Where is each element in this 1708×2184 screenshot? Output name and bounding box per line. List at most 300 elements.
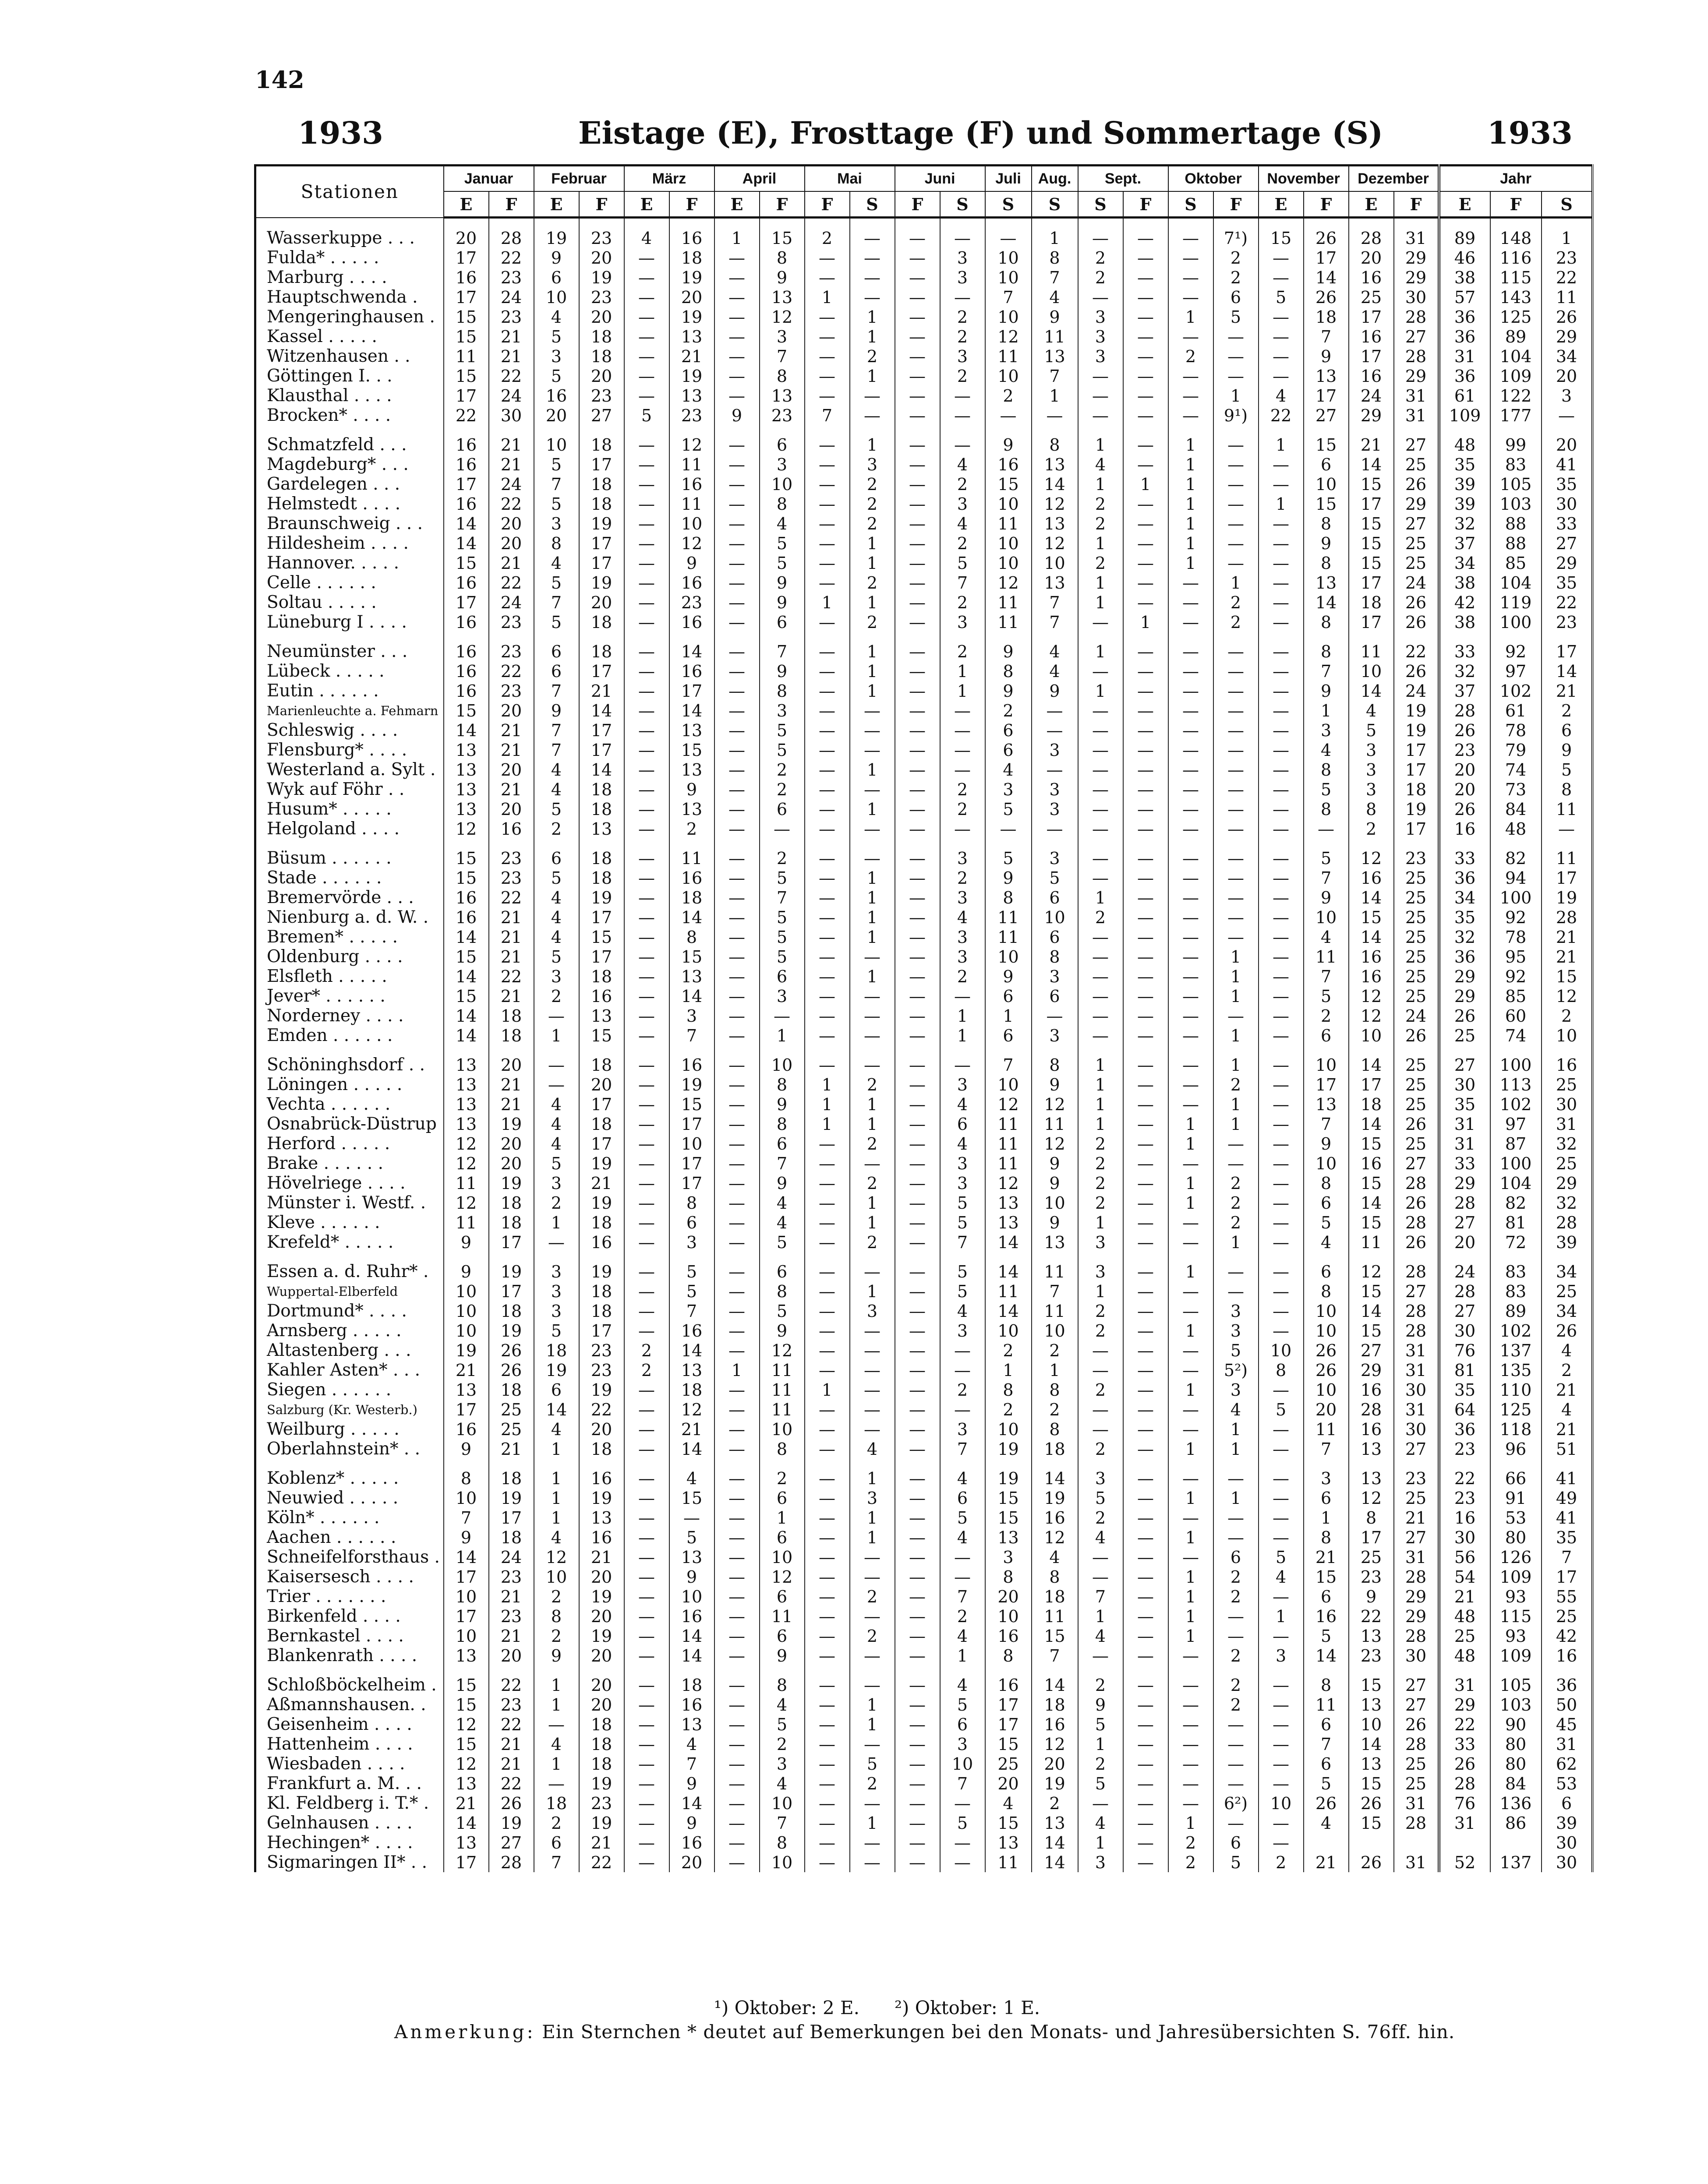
table-cell: — [714,1154,760,1173]
table-cell: — [1168,799,1213,819]
table-cell: 13 [985,1833,1032,1852]
table-cell: 105 [1490,1675,1542,1695]
table-cell: 32 [1542,1134,1593,1154]
table-cell: 1 [850,1193,895,1213]
table-cell: — [624,248,669,268]
frost-days-table [254,164,1594,1872]
table-cell: — [624,435,669,455]
table-cell: 12 [760,1567,805,1587]
table-cell: 6 [1304,1488,1349,1508]
table-cell: 23 [489,1695,534,1715]
table-cell: 102 [1490,1321,1542,1341]
table-cell: — [1168,868,1213,888]
table-cell: 12 [444,1134,489,1154]
table-row [255,1695,1593,1715]
table-cell: 23 [489,307,534,327]
table-cell: 2 [1304,1006,1349,1026]
table-cell: — [895,248,940,268]
table-cell: 9 [1304,888,1349,907]
table-cell: 12 [985,1173,1032,1193]
table-cell: 13 [1349,1468,1394,1488]
table-row [255,1114,1593,1134]
table-cell: — [1259,514,1304,533]
table-cell: 48 [1490,819,1542,839]
table-cell: 19 [1032,1488,1078,1508]
table-cell: 20 [579,1606,624,1626]
table-cell: 41 [1542,455,1593,474]
table-cell: 4 [940,1134,985,1154]
table-cell: 2 [1032,1400,1078,1419]
table-cell: — [534,1055,579,1075]
table-cell: — [1168,406,1213,425]
table-cell: 6 [534,268,579,287]
table-cell: 25 [489,1400,534,1419]
table-cell: 25 [1542,1154,1593,1173]
table-cell: 12 [1032,1734,1078,1754]
table-cell: 21 [489,986,534,1006]
table-cell: 1 [1304,701,1349,720]
station-name: Emden . . . . . . [255,1026,444,1045]
table-cell: 11 [1032,1606,1078,1626]
table-cell: 104 [1490,1173,1542,1193]
table-cell: — [624,1173,669,1193]
table-cell: — [805,1360,850,1380]
table-cell: — [669,1508,714,1528]
table-cell: 39 [1439,474,1490,494]
table-cell: 8 [669,1193,714,1213]
table-cell: — [1259,947,1304,967]
table-cell: 14 [1349,1114,1394,1134]
table-cell: 2 [985,386,1032,406]
table-cell: — [1123,1528,1168,1547]
table-cell: 26 [1439,720,1490,740]
table-cell: 28 [489,228,534,248]
table-cell: — [624,848,669,868]
table-cell: 7 [1304,1114,1349,1134]
table-cell: 16 [1439,819,1490,839]
table-cell: 11 [760,1380,805,1400]
table-cell: 21 [669,346,714,366]
table-row [255,740,1593,760]
table-cell: 72 [1490,1232,1542,1252]
table-cell: 17 [1349,494,1394,514]
table-cell: 4 [985,760,1032,780]
table-cell: 6 [534,661,579,681]
table-cell: 1 [805,1094,850,1114]
table-cell: — [850,1400,895,1419]
table-cell: 9 [1032,1075,1078,1094]
station-name: Husum* . . . . . [255,799,444,819]
table-cell: — [714,1813,760,1833]
table-cell: 6 [940,1488,985,1508]
table-cell: 15 [579,927,624,947]
table-cell: — [805,760,850,780]
table-cell: 11 [760,1360,805,1380]
table-cell: — [1213,1134,1259,1154]
table-cell: 10 [669,1134,714,1154]
table-cell: 5 [1259,1547,1304,1567]
table-cell: — [895,573,940,593]
table-cell: 7 [534,593,579,612]
table-cell: 23 [489,681,534,701]
table-cell: 22 [489,494,534,514]
table-cell: 15 [985,474,1032,494]
table-cell: 21 [1304,1547,1349,1567]
group-spacer [255,839,1593,848]
table-cell: 4 [534,1094,579,1114]
table-cell: 135 [1490,1360,1542,1380]
table-cell: 2 [985,1341,1032,1360]
table-cell: 5 [940,1508,985,1528]
table-cell: 29 [1394,366,1439,386]
table-cell: 41 [1542,1508,1593,1528]
table-cell: 23 [1394,1468,1439,1488]
table-cell: 9 [985,435,1032,455]
table-cell: — [895,986,940,1006]
table-cell: 7 [985,287,1032,307]
table-cell: 2 [940,799,985,819]
table-cell: 9 [985,967,1032,986]
table-cell: 16 [669,1695,714,1715]
table-cell: 5²) [1213,1360,1259,1380]
table-cell: 28 [1394,1567,1439,1587]
station-name: Gardelegen . . . [255,474,444,494]
table-cell: 12 [985,573,1032,593]
table-cell: 18 [1032,1587,1078,1606]
table-cell: 31 [1439,1114,1490,1134]
table-cell: 11 [760,1606,805,1626]
table-cell: 17 [985,1695,1032,1715]
table-cell: — [1123,593,1168,612]
table-cell: — [624,1606,669,1626]
table-row [255,1360,1593,1380]
table-cell: — [895,799,940,819]
table-cell: 2 [850,1232,895,1252]
table-cell: 16 [1032,1508,1078,1528]
table-cell: 10 [985,268,1032,287]
table-cell: 28 [1394,307,1439,327]
table-cell: 148 [1490,228,1542,248]
table-row [255,553,1593,573]
table-cell: 20 [985,1774,1032,1793]
table-cell: 2 [985,1400,1032,1419]
table-cell: 1 [805,287,850,307]
table-cell: 48 [1439,1606,1490,1626]
table-cell: — [895,1734,940,1754]
table-cell: 13 [669,386,714,406]
table-cell: — [1078,986,1123,1006]
station-name: Koblenz* . . . . . [255,1468,444,1488]
table-cell: — [1213,494,1259,514]
table-cell: 6²) [1213,1793,1259,1813]
table-cell: — [714,986,760,1006]
table-cell: 2 [850,1173,895,1193]
table-cell: 17 [489,1508,534,1528]
table-cell: — [1123,1567,1168,1587]
table-cell: 10 [1349,1715,1394,1734]
table-cell: — [1259,593,1304,612]
table-cell: — [1168,327,1213,346]
table-cell: 21 [1542,681,1593,701]
table-row [255,327,1593,346]
table-cell: — [805,1134,850,1154]
table-cell: 53 [1490,1508,1542,1528]
table-cell: 6 [1213,1833,1259,1852]
table-cell: 17 [1349,612,1394,632]
table-cell: 7¹) [1213,228,1259,248]
table-cell: 3 [760,327,805,346]
table-cell: 36 [1439,947,1490,967]
table-cell: — [895,819,940,839]
sub-header: S [940,191,985,218]
table-cell: — [1213,1715,1259,1734]
table-cell: 7 [985,1055,1032,1075]
table-cell: 76 [1439,1793,1490,1813]
table-cell: 14 [444,514,489,533]
table-cell: 2 [1213,593,1259,612]
table-cell: 14 [669,642,714,661]
table-cell: 25 [1394,1488,1439,1508]
table-cell: 4 [760,1774,805,1793]
table-cell: — [1168,1646,1213,1665]
table-cell: 6 [940,1715,985,1734]
table-cell: 5 [1078,1774,1123,1793]
table-row [255,1675,1593,1695]
table-cell: 1 [1213,947,1259,967]
table-cell: — [1259,1262,1304,1281]
table-cell: — [805,1793,850,1813]
table-cell: 15 [444,848,489,868]
table-cell: — [805,848,850,868]
table-cell: 3 [940,1321,985,1341]
table-cell: — [850,986,895,1006]
table-cell: 20 [1032,1754,1078,1774]
table-cell: 17 [444,474,489,494]
month-header: Jahr [1439,166,1593,192]
table-cell: — [624,1852,669,1872]
table-cell: 7 [1304,967,1349,986]
table-cell: — [1213,455,1259,474]
table-cell: 5 [760,720,805,740]
table-cell: 1 [1304,1508,1349,1528]
sub-header: E [1439,191,1490,218]
table-cell: 27 [1394,327,1439,346]
table-cell: 23 [1439,1488,1490,1508]
table-cell: 29 [1394,268,1439,287]
table-cell: — [1259,799,1304,819]
table-cell: 10 [1304,1055,1349,1075]
table-cell: 3 [940,888,985,907]
table-cell: 10 [1304,1154,1349,1173]
table-cell: — [1168,593,1213,612]
table-cell: 1 [1168,435,1213,455]
table-cell: — [805,642,850,661]
table-cell: 10 [444,1301,489,1321]
table-cell: — [624,1213,669,1232]
table-cell: 2 [1213,1675,1259,1695]
table-cell: — [895,661,940,681]
table-cell: 10 [1304,1301,1349,1321]
table-cell: — [1123,268,1168,287]
table-cell: 3 [1213,1380,1259,1400]
table-cell: 29 [1439,967,1490,986]
table-cell: 1 [805,1075,850,1094]
table-cell: 26 [1304,1793,1349,1813]
table-row [255,1213,1593,1232]
table-row [255,1419,1593,1439]
table-cell: — [624,1774,669,1793]
table-cell: 100 [1490,1154,1542,1173]
table-cell: 19 [489,1321,534,1341]
table-cell: 23 [1542,248,1593,268]
table-cell: — [805,780,850,799]
table-cell: — [1259,1173,1304,1193]
table-cell: — [624,1626,669,1646]
table-cell: — [1259,533,1304,553]
table-cell: 2 [1078,514,1123,533]
table-cell: — [714,888,760,907]
table-cell: 19 [579,268,624,287]
table-cell: 17 [579,740,624,760]
table-cell: — [1123,386,1168,406]
table-cell: 18 [534,1793,579,1813]
table-cell: 18 [579,799,624,819]
table-cell: — [624,1075,669,1094]
table-cell: — [1123,1094,1168,1114]
table-cell: 1 [1168,494,1213,514]
table-cell: 5 [1304,1774,1349,1793]
table-cell: 1 [534,1754,579,1774]
table-cell: 5 [624,406,669,425]
table-cell: 10 [760,1055,805,1075]
table-cell: 1 [714,228,760,248]
table-cell: — [1123,1852,1168,1872]
table-row [255,1606,1593,1626]
table-cell: — [1123,1587,1168,1606]
table-cell: — [895,1528,940,1547]
table-cell: 52 [1439,1852,1490,1872]
table-cell: 10 [1032,553,1078,573]
table-cell: 8 [1304,553,1349,573]
table-cell: 87 [1490,1134,1542,1154]
table-cell: 10 [985,1606,1032,1626]
table-cell: 1 [1078,435,1123,455]
table-cell: 25 [1394,1134,1439,1154]
table-cell: 53 [1542,1774,1593,1793]
table-cell: 18 [1032,1439,1078,1459]
table-cell: 10 [444,1626,489,1646]
table-cell: 16 [444,681,489,701]
table-row [255,1813,1593,1833]
table-row [255,947,1593,967]
table-row [255,1528,1593,1547]
table-cell: — [1078,947,1123,967]
table-cell: 6 [760,435,805,455]
table-cell: — [805,740,850,760]
table-cell: 5 [940,1813,985,1833]
table-cell: 17 [1394,740,1439,760]
table-cell: — [895,848,940,868]
table-cell: 1 [1213,1419,1259,1439]
table-cell: 5 [760,907,805,927]
table-cell: — [805,947,850,967]
table-cell: 22 [1259,406,1304,425]
table-cell: — [1213,888,1259,907]
page-title: Eistage (E), Frosttage (F) und Sommertage (S) [578,115,1383,151]
table-cell: 1 [850,661,895,681]
table-cell: 30 [489,406,534,425]
table-cell: — [714,1419,760,1439]
table-cell: 9 [760,661,805,681]
table-cell: — [895,1468,940,1488]
table-cell: — [1078,287,1123,307]
station-name: Gelnhausen . . . . [255,1813,444,1833]
table-cell: 5 [534,573,579,593]
table-cell: 15 [444,553,489,573]
table-cell: — [1259,720,1304,740]
station-name: Marburg . . . . [255,268,444,287]
station-name: Soltau . . . . . [255,593,444,612]
table-cell: 9 [760,573,805,593]
table-cell: 17 [579,947,624,967]
table-cell: 15 [669,947,714,967]
table-cell: 2 [1078,248,1123,268]
table-cell: 18 [579,848,624,868]
table-cell: — [895,1754,940,1774]
table-cell: 7 [1304,1734,1349,1754]
table-cell: — [895,1075,940,1094]
table-row [255,1439,1593,1459]
table-cell: 8 [1032,1055,1078,1075]
table-cell: 1 [940,681,985,701]
table-cell: 10 [1349,1026,1394,1045]
table-cell: 17 [444,1606,489,1626]
table-cell: 8 [1304,799,1349,819]
table-cell: 9 [534,701,579,720]
table-cell: 31 [1394,1341,1439,1360]
table-cell: 17 [444,1567,489,1587]
table-cell: 19 [669,307,714,327]
table-cell: — [760,819,805,839]
table-cell: 26 [489,1341,534,1360]
table-cell: — [1123,1734,1168,1754]
table-cell: 32 [1542,1193,1593,1213]
sub-header: E [624,191,669,218]
table-cell: 39 [1439,494,1490,514]
table-row [255,681,1593,701]
table-cell: 10 [1032,907,1078,927]
table-cell: 115 [1490,268,1542,287]
table-cell: 31 [1542,1114,1593,1134]
table-cell: — [714,661,760,681]
table-cell: 7 [1304,661,1349,681]
table-cell: 20 [489,1646,534,1665]
table-cell: 31 [1439,1134,1490,1154]
table-cell: 1 [1168,1173,1213,1193]
table-cell: 16 [669,868,714,888]
table-cell: — [714,307,760,327]
table-cell: 19 [1542,888,1593,907]
table-cell: 13 [669,967,714,986]
table-cell: — [714,868,760,888]
table-row [255,533,1593,553]
table-cell: 33 [1439,1734,1490,1754]
table-cell: 11 [985,1154,1032,1173]
table-cell: 5 [1213,1341,1259,1360]
table-cell: — [714,1508,760,1528]
table-cell: 3 [1213,1321,1259,1341]
table-cell: 3 [1078,327,1123,346]
